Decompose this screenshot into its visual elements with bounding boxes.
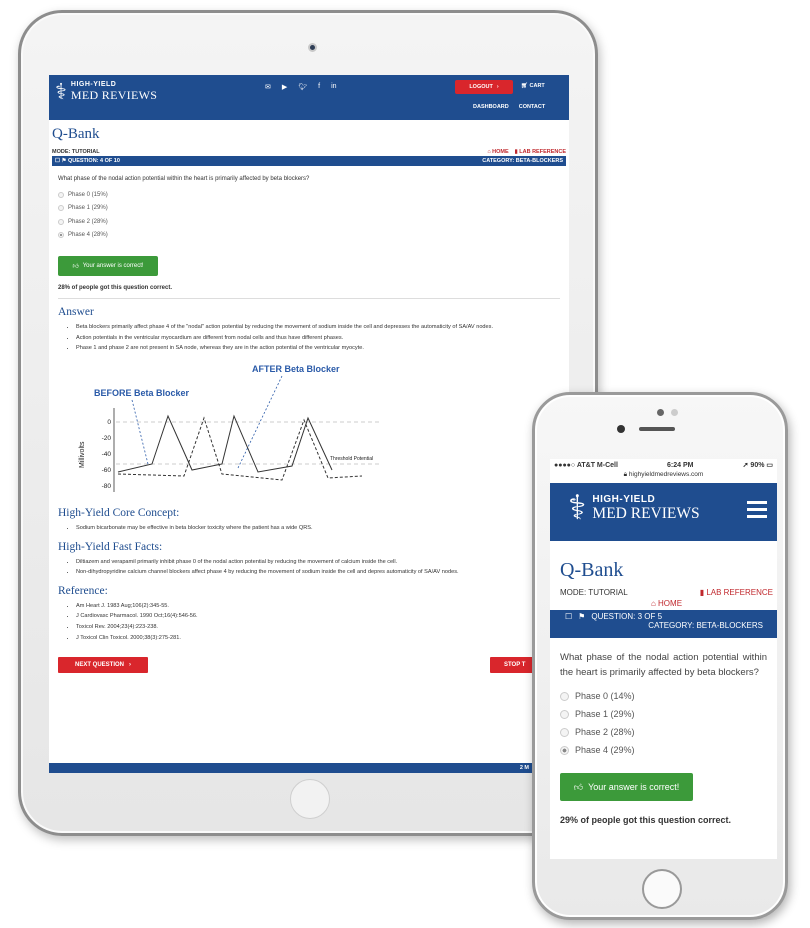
tablet-camera [308, 43, 317, 52]
core-concept-list [58, 523, 560, 534]
phone-screen [550, 459, 777, 859]
percent-correct-text: 29% of people got this question correct. [560, 815, 732, 826]
phone-speaker [639, 427, 675, 431]
cart-link[interactable]: 🛒︎ CART [521, 83, 545, 89]
clock-text: 6:24 PM [667, 461, 694, 469]
hamburger-menu-icon[interactable] [747, 501, 767, 522]
reference-heading: Reference: [58, 584, 108, 597]
y-tick: -40 [101, 450, 111, 458]
site-header [49, 75, 569, 120]
reference-list [58, 601, 560, 644]
divider [58, 298, 560, 299]
phone-sensor [657, 409, 664, 416]
tablet-device [18, 10, 598, 836]
radio-button[interactable] [560, 710, 569, 719]
home-link[interactable]: ⌂ HOME [487, 149, 509, 155]
radio-button[interactable] [560, 728, 569, 737]
action-potential-figure [72, 360, 392, 500]
phone-home-button[interactable] [642, 869, 682, 909]
y-tick: -20 [101, 434, 111, 442]
list-item: • Non-dihydropyridine calcium channel blockers affect phase 4 by reducing the movement of sodium inside the cell and depres automaticity of SA/AV nodes. [76, 567, 560, 578]
list-item: • J Cardiovasc Pharmacol. 1990 Oct;16(4):546-56. [76, 611, 560, 622]
y-axis-label: Millivolts [79, 441, 86, 468]
radio-button[interactable] [58, 205, 64, 211]
phone-sensor [671, 409, 678, 416]
lab-reference-link[interactable]: ▮ LAB REFERENCE [699, 588, 773, 597]
battery-text: ➚ 90% ▭ [742, 462, 773, 469]
answer-options [58, 188, 560, 242]
social-links [265, 83, 337, 91]
question-text: What phase of the nodal action potential within the heart is primarily affected by beta blockers? [58, 176, 310, 182]
facebook-icon[interactable]: f [318, 83, 321, 90]
question-counter: QUESTION: 3 OF 5 [591, 612, 663, 621]
status-bar [550, 459, 777, 471]
category-label: CATEGORY: BETA-BLOCKERS [648, 621, 763, 630]
correct-answer-badge: 👍︎ Your answer is correct! [560, 773, 693, 801]
caduceus-icon: ⚕ [55, 79, 67, 104]
site-header [550, 483, 777, 541]
percent-correct-text: 28% of people got this question correct. [58, 285, 173, 291]
question-bar [52, 156, 566, 166]
radio-button[interactable] [58, 192, 64, 198]
option-item[interactable]: Phase 0 (15%) [58, 188, 560, 202]
linkedin-icon[interactable]: in [331, 83, 337, 90]
page-title: Q-Bank [52, 126, 100, 142]
tablet-home-button[interactable] [290, 779, 330, 819]
action-potential-chart [72, 360, 392, 500]
flag-icon[interactable]: ⚑ [61, 158, 67, 164]
answer-list [58, 322, 560, 354]
bookmark-checkbox[interactable]: ☐ [55, 158, 60, 164]
option-item[interactable]: Phase 2 (28%) [58, 215, 560, 229]
logo-line1: HIGH-YIELD [592, 493, 656, 505]
site-logo[interactable] [568, 491, 700, 525]
list-item: • Phase 1 and phase 2 are not present in SA node, whereas they are in the action potential of the ventricular myocyte. [76, 343, 560, 354]
lab-reference-link[interactable]: ▮ LAB REFERENCE [514, 149, 566, 155]
y-tick: -80 [101, 482, 111, 490]
next-question-button[interactable]: NEXT QUESTION › [58, 657, 148, 673]
y-tick: -60 [101, 466, 111, 474]
radio-button[interactable] [58, 219, 64, 225]
after-label: AFTER Beta Blocker [252, 363, 340, 374]
email-icon[interactable]: ✉ [265, 84, 271, 91]
list-item: • Action potentials in the ventricular myocardium are different from nodal cells and thus have different phases. [76, 333, 560, 344]
option-item[interactable]: Phase 1 (29%) [58, 202, 560, 216]
option-item[interactable]: Phase 4 (28%) [58, 229, 560, 243]
question-text: What phase of the nodal action potential within the heart is primarily affected by beta blockers? [560, 652, 767, 679]
list-item: • Beta blockers primarily affect phase 4 of the "nodal" action potential by reducing the movement of sodium inside the cell and depresses the automaticity of SA/AV nodes. [76, 322, 560, 333]
nav-dashboard[interactable]: DASHBOARD [473, 104, 509, 110]
mode-label: MODE: TUTORIAL [52, 149, 100, 155]
phone-device [532, 392, 788, 920]
option-item[interactable]: Phase 2 (28%) [560, 723, 773, 741]
chevron-right-icon: › [129, 662, 131, 669]
lock-icon: 🔒︎ [623, 471, 628, 478]
caduceus-icon: ⚕ [568, 489, 587, 527]
list-item: • Am Heart J. 1983 Aug;106(2):345-55. [76, 601, 560, 612]
site-logo[interactable] [55, 81, 157, 103]
chevron-right-icon: › [496, 84, 499, 90]
core-concept-heading: High-Yield Core Concept: [58, 506, 180, 519]
footer-text: 2 M [519, 765, 529, 771]
option-item[interactable]: Phase 0 (14%) [560, 687, 773, 705]
twitter-icon[interactable]: 🐦︎ [298, 84, 308, 91]
main-nav [473, 104, 545, 110]
list-item: • Diltiazem and verapamil primarily inhibit phase 0 of the nodal action potential by reducing the movement of calcium inside the cell. [76, 557, 560, 568]
fast-facts-list [58, 557, 560, 578]
list-item: • J Toxicol Clin Toxicol. 2000;38(3):275-281. [76, 633, 560, 644]
before-label: BEFORE Beta Blocker [94, 387, 190, 398]
bookmark-checkbox[interactable]: ☐ [565, 612, 573, 621]
radio-button[interactable] [560, 692, 569, 701]
y-tick: 0 [107, 418, 111, 426]
cart-icon: 🛒︎ [521, 83, 528, 89]
logo-line2: MED REVIEWS [592, 504, 700, 522]
mode-label: MODE: TUTORIAL [560, 588, 628, 597]
category-label: CATEGORY: BETA-BLOCKERS [482, 158, 563, 164]
threshold-label: Threshold Potential [330, 455, 374, 462]
radio-button-selected[interactable] [560, 746, 569, 755]
answer-heading: Answer [58, 306, 94, 318]
correct-answer-badge: 👍︎ Your answer is correct! [58, 256, 158, 276]
carrier-text: ●●●●○ AT&T M-Cell [554, 461, 618, 469]
fast-facts-heading: High-Yield Fast Facts: [58, 540, 163, 553]
list-item: • Toxicol Rev. 2004;23(4):223-238. [76, 622, 560, 633]
list-item: • Sodium bicarbonate may be effective in beta blocker toxicity where the patient has a wide QRS. [76, 523, 560, 534]
stop-button[interactable]: STOP T [490, 657, 560, 673]
page-title: Q-Bank [560, 559, 624, 581]
tablet-screen [49, 75, 569, 773]
question-bar [550, 610, 777, 638]
address-bar[interactable]: 🔒︎ highyieldmedreviews.com [623, 471, 704, 478]
logo-line1: HIGH-YIELD [70, 81, 117, 88]
radio-button-selected[interactable] [58, 232, 64, 238]
thumbs-up-icon: 👍︎ [573, 781, 584, 792]
site-footer [49, 763, 569, 773]
option-item[interactable]: Phase 1 (29%) [560, 705, 773, 723]
question-counter: QUESTION: 4 OF 10 [67, 158, 120, 164]
nav-contact[interactable]: CONTACT [518, 104, 546, 110]
logout-button[interactable]: LOGOUT › [455, 80, 513, 94]
home-link[interactable]: ⌂ HOME [650, 599, 683, 608]
option-item[interactable]: Phase 4 (29%) [560, 741, 773, 759]
answer-options [560, 687, 773, 759]
flag-icon[interactable]: ⚑ [578, 612, 586, 621]
thumbs-up-icon: 👍︎ [72, 264, 79, 270]
logo-line2: MED REVIEWS [70, 88, 158, 102]
phone-camera [617, 425, 625, 433]
youtube-icon[interactable]: ▶ [281, 84, 288, 91]
